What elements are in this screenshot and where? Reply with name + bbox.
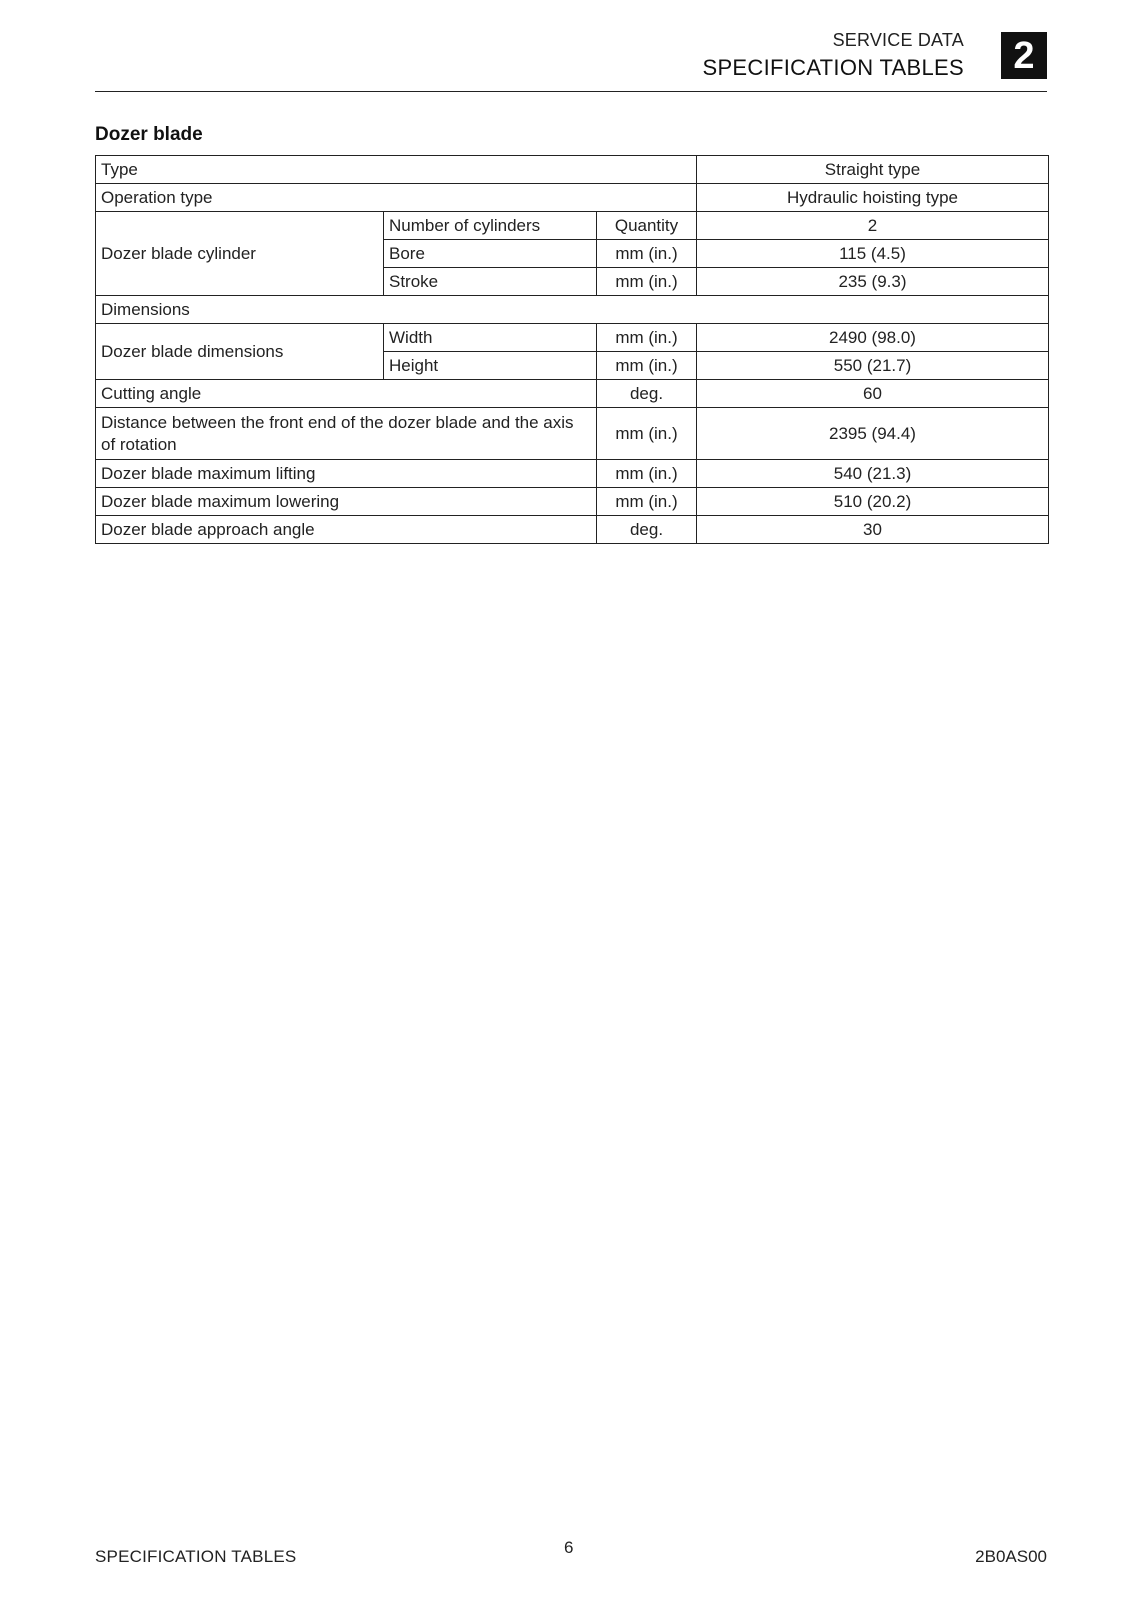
row-value: 2490 (98.0) <box>697 324 1049 352</box>
row-value: Straight type <box>697 156 1049 184</box>
row-item: Width <box>384 324 597 352</box>
row-item: Height <box>384 352 597 380</box>
row-unit: mm (in.) <box>597 408 697 460</box>
row-value: 115 (4.5) <box>697 240 1049 268</box>
row-label: Dozer blade maximum lowering <box>96 488 597 516</box>
row-label: Operation type <box>96 184 697 212</box>
group-label: Dozer blade dimensions <box>96 324 384 380</box>
row-value: 510 (20.2) <box>697 488 1049 516</box>
row-unit: Quantity <box>597 212 697 240</box>
row-item: Stroke <box>384 268 597 296</box>
row-label: Cutting angle <box>96 380 597 408</box>
row-label: Dozer blade maximum lifting <box>96 460 597 488</box>
row-value: Hydraulic hoisting type <box>697 184 1049 212</box>
row-unit: deg. <box>597 380 697 408</box>
row-value: 235 (9.3) <box>697 268 1049 296</box>
row-value: 540 (21.3) <box>697 460 1049 488</box>
footer-section-title: SPECIFICATION TABLES <box>95 1547 297 1566</box>
row-unit: mm (in.) <box>597 352 697 380</box>
table-row <box>96 380 1049 408</box>
row-unit: mm (in.) <box>597 240 697 268</box>
header-divider <box>95 91 1047 92</box>
table-row <box>96 324 1049 352</box>
header-title: SPECIFICATION TABLES <box>702 55 964 80</box>
row-unit: mm (in.) <box>597 460 697 488</box>
row-value: 550 (21.7) <box>697 352 1049 380</box>
table-row <box>96 460 1049 488</box>
table-row <box>96 516 1049 544</box>
specification-table <box>95 155 1049 544</box>
table-row <box>96 488 1049 516</box>
row-item: Number of cylinders <box>384 212 597 240</box>
row-label: Type <box>96 156 697 184</box>
row-label: Distance between the front end of the dozer blade and the axis of rotation <box>96 408 597 460</box>
row-unit: mm (in.) <box>597 324 697 352</box>
header-section-label: SERVICE DATA <box>832 30 964 50</box>
chapter-number-badge: 2 <box>1001 32 1047 79</box>
group-label: Dozer blade cylinder <box>96 212 384 296</box>
row-unit: mm (in.) <box>597 488 697 516</box>
table-row <box>96 184 1049 212</box>
row-value: 2 <box>697 212 1049 240</box>
footer-document-code: 2B0AS00 <box>975 1547 1047 1566</box>
row-item: Bore <box>384 240 597 268</box>
row-unit: mm (in.) <box>597 268 697 296</box>
table-row <box>96 212 1049 240</box>
section-title: Dozer blade <box>95 124 203 145</box>
table-row <box>96 408 1049 460</box>
row-value: 60 <box>697 380 1049 408</box>
group-heading: Dimensions <box>96 296 1049 324</box>
row-label: Dozer blade approach angle <box>96 516 597 544</box>
row-value: 30 <box>697 516 1049 544</box>
row-value: 2395 (94.4) <box>697 408 1049 460</box>
page-number: 6 <box>564 1538 574 1557</box>
table-row <box>96 296 1049 324</box>
table-row <box>96 156 1049 184</box>
row-unit: deg. <box>597 516 697 544</box>
